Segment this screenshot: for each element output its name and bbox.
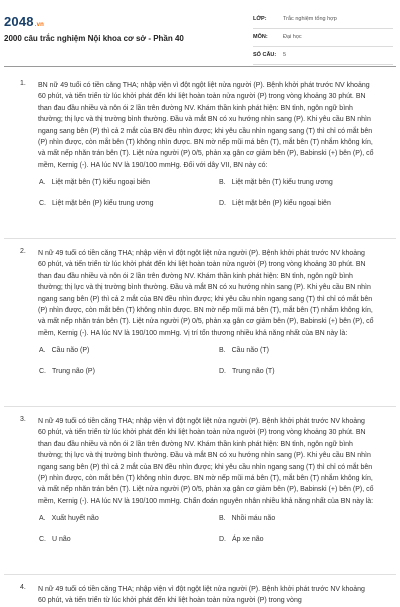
meta-label: LỚP: xyxy=(253,16,267,22)
question-2 xyxy=(20,248,374,375)
option-a[interactable]: A. Liệt mặt bên (T) kiểu ngoại biên xyxy=(39,179,151,187)
meta-value: Đại học xyxy=(283,34,302,40)
header xyxy=(0,0,400,60)
option-d[interactable]: D. Áp xe não xyxy=(219,536,264,544)
question-1 xyxy=(20,80,374,207)
document-title: 2000 câu trắc nghiệm Nội khoa cơ sở - Phần 40 xyxy=(4,34,184,43)
meta-value: 5 xyxy=(283,52,287,58)
question-text: N nữ 49 tuổi có tiền căng THA; nhập viện vì đột ngột liệt nửa người (P). Bệnh khởi phát trước NV khoảng 60 phút, và tiến triển từ lúc khởi phát đến khi liệt hoàn toàn nửa người (P) trong vòng khoảng 30 phút. BN than đau đầu nhiều và nôn ói 2 lần trên đường NV. Khám thần kinh phát hiện: BN tỉnh, ngôn ngữ bình thường; thị lực và thị trường bình thường. Đầu và mắt BN có xu hướng nhìn sang (P). Khi yêu cầu BN nhìn ngang sang bên (P) thì cả 2 mắt của BN đều nhìn được; khi yêu cầu nhìn ngang sang (T) thì chỉ có mắt bên (P) nhìn được, còn mắt bên (T) không nhìn được. BN mờ nếp mũi má bên (T), mắt bên (T) nhắm không kín, và mất nếp nhăn trán bên (T). Liệt nửa người (P) 0/5, phản xạ gân cơ giảm bên (P), Babinski (+) bên (P), cổ mềm, Kernig (-). HA lúc NV là 190/100 mmHg. Vị trí tổn thương nhiều khả năng nhất của BN này là: xyxy=(38,250,374,337)
logo-main: 2048 xyxy=(4,14,34,29)
option-a[interactable]: A. Xuất huyết não xyxy=(39,515,99,523)
option-c[interactable]: C. U não xyxy=(39,536,71,544)
question-number: 1. xyxy=(20,80,26,87)
question-separator xyxy=(4,238,396,239)
option-b[interactable]: B. Nhồi máu não xyxy=(219,515,276,523)
option-b[interactable]: B. Liệt mặt bên (T) kiểu trung ương xyxy=(219,179,333,187)
option-c[interactable]: C. Liệt mặt bên (P) kiểu trung ương xyxy=(39,200,154,208)
question-separator xyxy=(4,406,396,407)
answer-options xyxy=(39,179,374,207)
option-a[interactable]: A. Cầu não (P) xyxy=(39,347,90,355)
meta-value: Trắc nghiệm tổng hợp xyxy=(283,16,337,22)
question-number: 2. xyxy=(20,248,26,255)
logo-suffix: .vn xyxy=(34,22,45,28)
question-text: BN nữ 49 tuổi có tiền căng THA; nhập viện vì đột ngột liệt nửa người (P). Bệnh khởi phát trước NV khoảng 60 phút, và tiến triển từ lúc khởi phát đến khi liệt hoàn toàn nửa người (P) trong vòng khoảng 30 phút. BN than đau đầu nhiều và nôn ói 2 lần trên đường NV. Khám thần kinh phát hiện: BN tỉnh, ngôn ngữ bình thường; thị lực và thị trường bình thường. Đầu và mắt BN có xu hướng nhìn sang (P). Khi yêu cầu BN nhìn ngang sang bên (P) thì cả 2 mắt của BN đều nhìn được; khi yêu cầu nhìn ngang sang (T) thì chỉ có mắt bên (P) nhìn được, còn mắt bên (T) không nhìn được. BN mờ nếp mũi má bên (T), mắt bên (T) nhắm không kín, và mất nếp nhăn trán bên (T). Liệt nửa người (P) 0/5, phản xạ gân cơ giảm bên (P), Babinski (+) bên (P), cổ mềm, Kernig (-). HA lúc NV là 190/100 mmHg. Đối với dây VII, BN này có: xyxy=(38,82,374,169)
question-number: 4. xyxy=(20,584,26,591)
answer-options xyxy=(39,347,374,375)
meta-info xyxy=(253,14,393,68)
question-separator xyxy=(4,574,396,575)
answer-options xyxy=(39,515,374,543)
question-number: 3. xyxy=(20,416,26,423)
meta-label: MÔN: xyxy=(253,34,268,40)
option-d[interactable]: D. Liệt mặt bên (P) kiểu ngoại biên xyxy=(219,200,331,208)
option-d[interactable]: D. Trung não (T) xyxy=(219,368,275,376)
question-4 xyxy=(20,584,374,607)
question-text: N nữ 49 tuổi có tiền căng THA; nhập viện vì đột ngột liệt nửa người (P). Bệnh khởi phát trước NV khoảng 60 phút, và tiến triển từ lúc khởi phát đến khi liệt hoàn toàn nửa người (P) trong vòng khoảng 30 phút. BN than đau đầu nhiều và nôn ói 2 lần trên đường NV. Khám thần kinh phát hiện: BN tỉnh, ngôn ngữ bình thường; thị lực và thị trường bình thường. Đầu và mắt BN có xu hướng nhìn sang (P). Khi yêu cầu BN nhìn ngang sang bên (P) thì cả 2 mắt của BN đều nhìn được; khi yêu cầu nhìn ngang sang (T) thì chỉ có mắt bên (P) nhìn được, còn mắt bên (T) không nhìn được. BN mờ nếp mũi má bên (T), mắt bên (T) nhắm không kín, và mất nếp nhăn trán bên (T). Liệt nửa người (P) 0/5, phản xạ gân cơ giảm bên (P), Babinski (+) bên (P), cổ mềm, Kernig (-). HA lúc NV là 190/100 mmHg. Chẩn đoán nguyên nhân nhiều khả năng nhất của BN này là: xyxy=(38,418,374,505)
question-3 xyxy=(20,416,374,543)
option-c[interactable]: C. Trung não (P) xyxy=(39,368,95,376)
meta-row-class xyxy=(253,14,393,29)
header-divider xyxy=(4,66,396,67)
option-b[interactable]: B. Cầu não (T) xyxy=(219,347,269,355)
site-logo[interactable] xyxy=(4,14,44,29)
question-text: N nữ 49 tuổi có tiền căng THA; nhập viện vì đột ngột liệt nửa người (P). Bệnh khởi phát trước NV khoảng 60 phút, và tiến triển từ lúc khởi phát đến khi liệt hoàn toàn nửa người (P) trong vòng xyxy=(38,586,365,605)
meta-row-subject xyxy=(253,32,393,47)
meta-row-count xyxy=(253,50,393,65)
meta-label: SỐ CÂU: xyxy=(253,52,277,58)
